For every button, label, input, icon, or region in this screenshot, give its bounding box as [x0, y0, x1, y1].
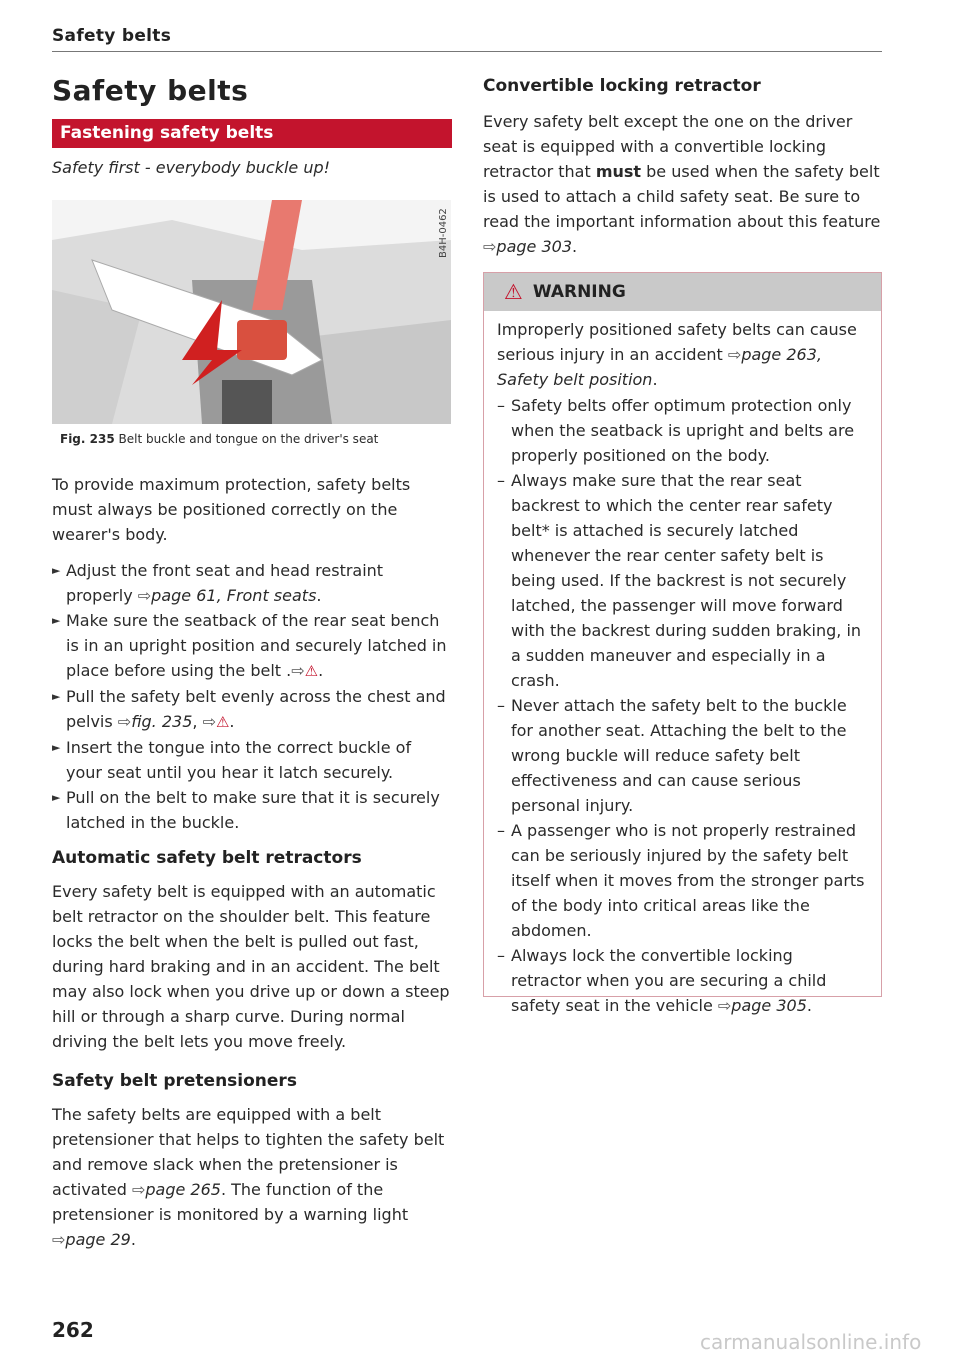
- warning-item-body: Never attach the safety belt to the buckle for another seat. Attaching the belt to the wrong buckle will reduce safety belt effectiveness and can cause serious personal injury.: [511, 696, 847, 815]
- xref-page-265[interactable]: ⇨page 265: [131, 1180, 221, 1199]
- list-item-body: Pull the safety belt evenly across the chest and pelvis: [66, 687, 446, 731]
- warning-item: [497, 393, 868, 468]
- list-item: [52, 608, 452, 684]
- cross-reference-text: page 61, Front seats: [151, 586, 317, 605]
- arrow-icon: ⇨: [727, 345, 742, 364]
- warning-list: [497, 393, 868, 1018]
- list-item: [52, 558, 452, 608]
- list-item-body: Insert the tongue into the correct buckle of your seat until you hear it latch securely.: [66, 738, 412, 782]
- arrow-icon: ⇨: [483, 237, 497, 256]
- pretensioners-text: The safety belts are equipped with a belt pretensioner that helps to tighten the safety belt and remove slack when the pretensioner is activated ⇨page 265. The function of the pretensioner is monitored by a warning light ⇨page 29.: [52, 1105, 445, 1249]
- dash-marker: –: [497, 396, 505, 415]
- list-item-text: [66, 785, 452, 835]
- auto-retractors-text: Every safety belt is equipped with an automatic belt retractor on the shoulder belt. This feature locks the belt when the belt is pulled out fast, during hard braking and in an accident. The belt may also lock when you drive up or down a steep hill or through a sharp curve. During normal driving the belt lets you move freely.: [52, 882, 450, 1051]
- xref-page-263[interactable]: ⇨page 263, Safety belt position: [497, 345, 822, 389]
- list-item: [52, 735, 452, 785]
- list-item-period: .: [318, 661, 324, 680]
- list-item-text: [66, 684, 452, 735]
- intro-text: To provide maximum protection, safety belts must always be positioned correctly on the wearer's body.: [52, 475, 411, 544]
- convertible-text: Every safety belt except the one on the driver seat is equipped with a convertible locking retractor that must be used when the safety belt is used to attach a child safety seat. Be sure to read the important information about this feature ⇨page 303.: [483, 112, 881, 256]
- list-item: [52, 785, 452, 835]
- list-item-body: Pull on the belt to make sure that it is securely latched in the buckle.: [66, 788, 440, 832]
- auto-retractors-heading: Automatic safety belt retractors: [52, 848, 362, 868]
- cross-reference-text: fig. 235: [131, 712, 193, 731]
- figure-code: B4H-0462: [438, 208, 449, 258]
- bullet-marker-icon: ►: [52, 791, 61, 804]
- auto-retractors-section: [52, 848, 452, 1054]
- warning-triangle-icon[interactable]: ⚠: [215, 713, 230, 731]
- figure-caption-text: Belt buckle and tongue on the driver's seat: [118, 432, 379, 446]
- watermark: carmanualsonline.info: [700, 1330, 922, 1354]
- belt-buckle-illustration: [52, 200, 451, 424]
- warning-item-body: A passenger who is not properly restrained can be seriously injured by the safety belt itself when it moves from the stronger parts of the body into critical areas like the abdomen.: [511, 821, 865, 940]
- warning-item: [497, 468, 868, 693]
- bullet-marker-icon: ►: [52, 741, 61, 754]
- warning-body: [484, 311, 881, 1018]
- list-item-tail: .: [316, 586, 322, 605]
- figure-label: Fig. 235: [60, 432, 115, 446]
- warning-item: [497, 943, 868, 1018]
- figure-belt-buckle: [52, 200, 451, 424]
- convertible-heading: Convertible locking retractor: [483, 76, 761, 96]
- list-item-period: .: [229, 712, 235, 731]
- warning-header: [484, 273, 881, 311]
- list-item-tail: ,: [192, 712, 203, 731]
- section-bar: Fastening safety belts: [52, 119, 452, 148]
- pretensioners-text-b: . The function of the pretensioner is monitored by a warning light: [52, 1180, 409, 1224]
- subtitle: Safety first - everybody buckle up!: [52, 158, 331, 177]
- warning-item-body: Safety belts offer optimum protection only when the seatback is upright and belts are properly positioned on the body.: [511, 396, 855, 465]
- pretensioners-text-a: The safety belts are equipped with a belt pretensioner that helps to tighten the safety belt and remove slack when the pretensioner is activated: [52, 1105, 445, 1199]
- arrow-icon: ⇨: [291, 661, 305, 680]
- warning-item-text: [511, 943, 868, 1018]
- warning-intro: Improperly positioned safety belts can cause serious injury in an accident ⇨page 263, Safety belt position.: [497, 320, 857, 389]
- cross-reference[interactable]: [138, 586, 317, 605]
- dash-marker: –: [497, 696, 505, 715]
- cross-reference-text: page 305: [731, 996, 807, 1015]
- convertible-section: [483, 76, 883, 259]
- warning-box: [483, 272, 882, 1015]
- pretensioners-heading: Safety belt pretensioners: [52, 1071, 297, 1091]
- dash-marker: –: [497, 471, 505, 490]
- arrow-icon: ⇨: [52, 1230, 66, 1249]
- warning-item: [497, 818, 868, 943]
- list-item-text: [66, 608, 452, 684]
- warning-item-text: [511, 393, 868, 468]
- list-item-text: [66, 558, 452, 608]
- arrow-icon: ⇨: [137, 586, 152, 605]
- cross-reference[interactable]: [118, 712, 193, 731]
- arrow-icon: ⇨: [202, 712, 216, 731]
- xref-page-29[interactable]: ⇨page 29: [52, 1230, 131, 1249]
- bullet-marker-icon: ►: [52, 690, 61, 703]
- arrow-icon: ⇨: [717, 996, 732, 1015]
- dash-marker: –: [497, 821, 505, 840]
- list-item: [52, 684, 452, 735]
- page-number: 262: [52, 1318, 94, 1342]
- list-item-body: Adjust the front seat and head restraint properly: [66, 561, 384, 605]
- warning-item-text: [511, 818, 868, 943]
- figure-caption: [60, 432, 378, 446]
- page-title: Safety belts: [52, 74, 249, 107]
- list-item-body: Make sure the seatback of the rear seat bench is in an upright position and securely latched in place before using the belt: [66, 611, 447, 680]
- bullet-marker-icon: ►: [52, 614, 61, 627]
- warning-item-body: Always make sure that the rear seat backrest to which the center rear safety belt* is attached is securely latched whenever the rear center safety belt is being used. If the backrest is not securely latched, the passenger will move forward with the backrest during sudden braking, in a sudden maneuver and especially in a crash.: [511, 471, 862, 690]
- dash-marker: –: [497, 946, 505, 965]
- warning-item-text: [511, 468, 868, 693]
- warning-triangle-icon: ⚠: [504, 280, 523, 304]
- cross-reference[interactable]: [718, 996, 807, 1015]
- warning-item-tail: .: [806, 996, 812, 1015]
- xref-page-303[interactable]: ⇨page 303: [483, 237, 572, 256]
- instruction-list: [52, 558, 452, 835]
- intro-paragraph: [52, 472, 452, 547]
- warning-item: [497, 693, 868, 818]
- header-rule: [52, 51, 882, 52]
- arrow-icon: ⇨: [117, 712, 132, 731]
- warning-label: WARNING: [532, 282, 626, 302]
- warning-item-body: Always lock the convertible locking retractor when you are securing a child safety seat in the vehicle: [511, 946, 827, 1015]
- warning-item-text: [511, 693, 868, 818]
- pretensioners-section: [52, 1071, 452, 1252]
- list-item-text: [66, 735, 452, 785]
- emphasis-must: must: [595, 162, 642, 181]
- bullet-marker-icon: ►: [52, 564, 61, 577]
- arrow-icon: ⇨: [131, 1180, 146, 1199]
- warning-triangle-icon[interactable]: ⚠: [304, 662, 319, 680]
- running-head: Safety belts: [52, 26, 172, 46]
- list-item-tail: .: [286, 661, 292, 680]
